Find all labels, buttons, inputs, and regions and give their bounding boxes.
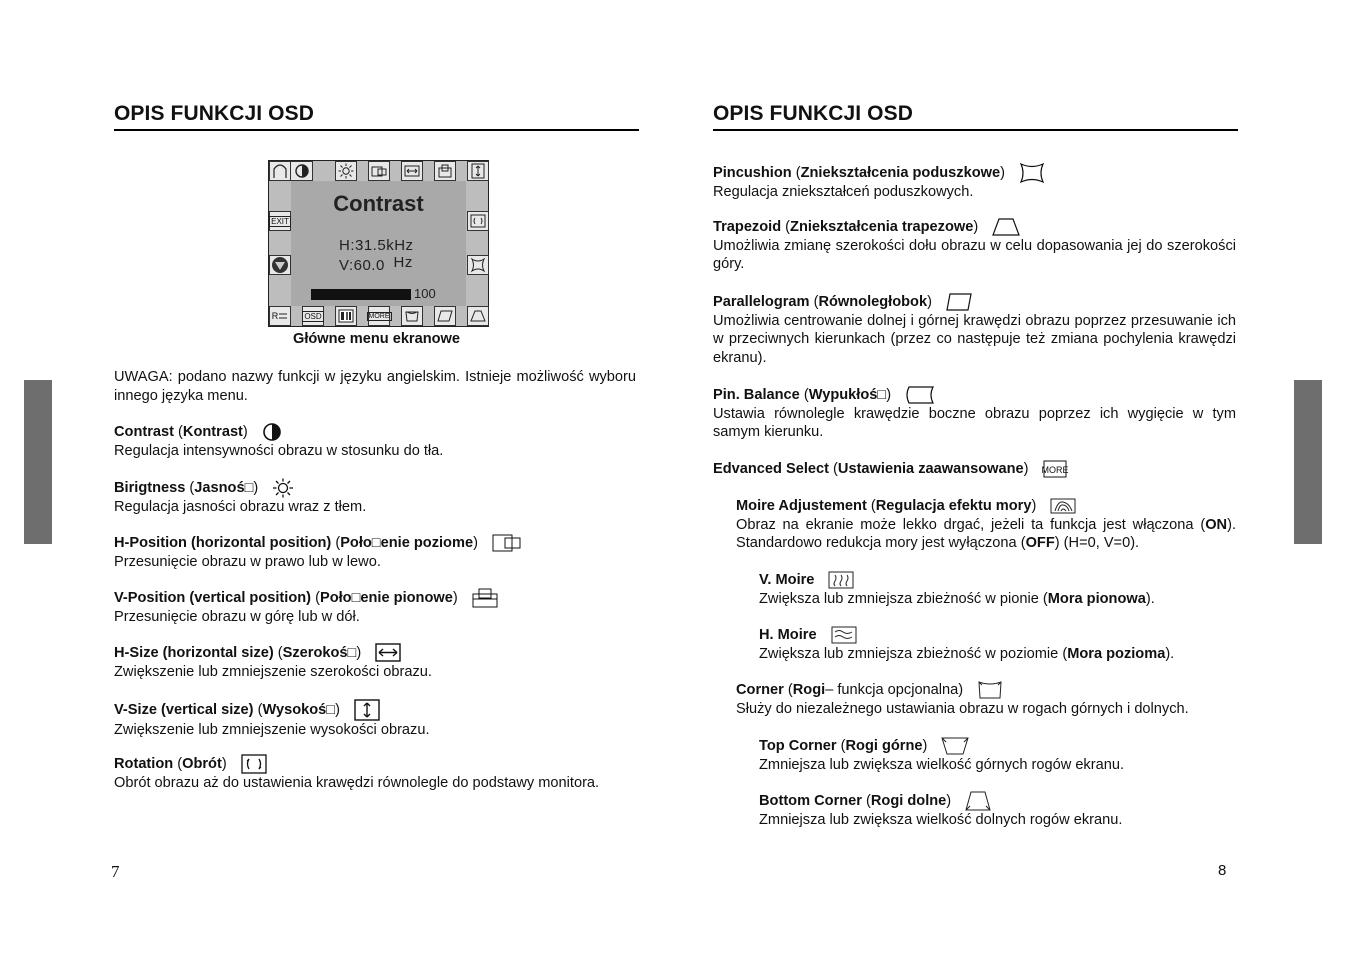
- entry-title-en: Contrast: [114, 423, 174, 440]
- corner-icon: [977, 681, 1003, 699]
- entry-description: Ustawia równolegle krawędzie boczne obrazu poprzez ich wygięcie w tym samym kierunku.: [713, 405, 1236, 440]
- entry-title-en: Birigtness: [114, 479, 186, 496]
- entry-title-en: Pin. Balance: [713, 387, 800, 403]
- entry-description: Umożliwia centrowanie dolnej i górnej krawędzi obrazu poprzez przesuwanie ich w przeciwnych kierunkach (przez co następuje też zmiana pochylenia krawędzi ekranu).: [713, 312, 1236, 366]
- entry-title-pl: Wypukłoś□: [808, 387, 887, 403]
- page-number-right: 8: [1218, 862, 1227, 879]
- entry-description: Zwiększenie lub zmniejszenie szerokości obrazu.: [114, 664, 432, 680]
- entry-bottom-corner: Bottom Corner ( Rogi dolne ) Zmniejsza lub zwiększa wielkość dolnych rogów ekranu.: [759, 792, 1123, 828]
- entry-description: Obrót obrazu aż do ustawienia krawędzi równolegle do podstawy monitora.: [114, 775, 600, 791]
- entry-contrast: Contrast ( Kontrast ) Regulacja intensywności obrazu w stosunku do tła.: [114, 422, 636, 461]
- entry-corner: Corner ( Rogi – funkcja opcjonalna) Służy do niezależnego ustawiania obrazu w rogach górnych i dolnych.: [736, 682, 1189, 717]
- page-title-right: OPIS FUNKCJI OSD: [713, 102, 913, 125]
- osd-title: Contrast: [333, 191, 424, 216]
- osd-v-unit: Hz: [393, 254, 413, 271]
- parallelogram-icon: [946, 293, 972, 311]
- entry-trapezoid: Trapezoid ( Zniekształcenia trapezowe ) Umożliwia zmianę szerokości dołu obrazu w celu dopasowania jej do szerokości góry.: [713, 219, 1236, 272]
- h-size-icon: [375, 643, 401, 663]
- entry-description: Umożliwia zmianę szerokości dołu obrazu w celu dopasowania jej do szerokości góry.: [713, 237, 1236, 272]
- entry-title-en: Trapezoid: [713, 219, 782, 235]
- entry-title-pl: Wysokoś□: [262, 701, 336, 718]
- language-note: UWAGA: podano nazwy funkcji w języku angielskim. Istnieje możliwość wyboru innego języka menu.: [114, 369, 636, 404]
- entry-more: Edvanced Select ( Ustawienia zaawansowane ) MORE: [713, 461, 1069, 477]
- entry-title-en: V-Size (vertical size): [114, 701, 254, 718]
- pincushion-osd-icon: [467, 255, 489, 275]
- entry-rotation: Rotation ( Obrót ) Obrót obrazu aż do ustawienia krawędzi równolegle do podstawy monitora.: [114, 754, 636, 793]
- entry-h-position: H-Position (horizontal position) ( Poło□enie poziome ) Przesunięcie obrazu w prawo lub w lewo.: [114, 533, 636, 572]
- pincushion-icon: [1019, 163, 1045, 183]
- entry-title-en: H-Size (horizontal size): [114, 644, 274, 661]
- v-position-osd-icon: [434, 161, 456, 181]
- h-size-osd-icon: [401, 161, 423, 181]
- v-moire-icon: [828, 571, 854, 589]
- geometry-icon: [269, 161, 291, 181]
- trapezoid-icon: [992, 218, 1020, 236]
- entry-moire: Moire Adjustement ( Regulacja efektu mory ) Obraz na ekranie może lekko drgać, jeżeli ta funkcja jest włączona (ON). Standardowo redukcja mory jest wyłączona (OFF) (H=0, V=0).: [736, 498, 1236, 551]
- entry-v-size: V-Size (vertical size) ( Wysokoś□ ) Zwiększenie lub zmniejszenie wysokości obrazu.: [114, 699, 636, 740]
- color-osd-icon: [269, 255, 291, 275]
- title-rule-left: [114, 129, 639, 131]
- h-moire-icon: [831, 626, 857, 644]
- entry-description: Regulacja intensywności obrazu w stosunku do tła.: [114, 443, 444, 459]
- entry-top-corner: Top Corner ( Rogi górne ) Zmniejsza lub zwiększa wielkość górnych rogów ekranu.: [759, 737, 1124, 773]
- entry-title-pl: Szerokoś□: [282, 644, 357, 661]
- osd-caption: Główne menu ekranowe: [292, 331, 461, 347]
- h-position-icon: [492, 533, 522, 553]
- v-size-icon: [354, 699, 380, 721]
- osd-level-value: 100: [414, 286, 436, 301]
- osd-main-menu-illustration: [268, 160, 489, 327]
- entry-title-en: V-Position (vertical position): [114, 589, 312, 606]
- entry-brightness: Birigtness ( Jasnoś□ ) Regulacja jasności obrazu wraz z tłem.: [114, 478, 636, 517]
- entry-v-moire: V. Moire Zwiększa lub zmniejsza zbieżność w pionie (Mora pionowa).: [759, 572, 1155, 607]
- entry-pin-balance: Pin. Balance ( Wypukłoś□ ) Ustawia równolegle krawędzie boczne obrazu poprzez ich wygięcie w tym samym kierunku.: [713, 387, 1236, 440]
- brightness-osd-icon: [335, 161, 357, 181]
- entry-title-en: H-Position (horizontal position): [114, 534, 332, 551]
- h-position-osd-icon: [368, 161, 390, 181]
- contrast-icon: [262, 422, 282, 442]
- entry-title-pl: Ustawienia zaawansowane: [837, 461, 1024, 477]
- entry-title-en: Pincushion: [713, 164, 792, 181]
- more-icon: [1043, 460, 1067, 478]
- contrast-osd-icon: [291, 161, 313, 181]
- entry-description: Zwiększenie lub zmniejszenie wysokości obrazu.: [114, 722, 430, 738]
- entry-title-en: Parallelogram: [713, 294, 810, 310]
- entry-title-en: Rotation: [114, 755, 174, 772]
- osd-level-bar: [311, 289, 411, 300]
- svg-text:MORE: MORE: [1041, 465, 1069, 476]
- entry-title-pl: Obrót: [182, 755, 222, 772]
- v-size-osd-icon: [467, 161, 489, 181]
- side-tab-right: [1294, 380, 1322, 544]
- exit-osd-icon: EXIT: [269, 211, 291, 231]
- entry-title-pl: Poło□enie poziome: [340, 534, 474, 551]
- pin-balance-icon: [905, 386, 935, 404]
- brightness-icon: [272, 478, 294, 498]
- more-osd-icon: MORE: [368, 306, 390, 326]
- entry-description: Przesunięcie obrazu w prawo lub w lewo.: [114, 554, 381, 570]
- rotation-icon: [241, 754, 267, 774]
- page-number-left: 7: [111, 862, 120, 881]
- entry-title-pl: Zniekształcenia poduszkowe: [800, 164, 1001, 181]
- entry-title-pl: Poło□enie pionowe: [319, 589, 453, 606]
- entry-title-pl: Równoległobok: [818, 294, 928, 310]
- moire-osd-icon: [335, 306, 357, 326]
- entry-title-en: Edvanced Select: [713, 461, 829, 477]
- entry-parallelogram: Parallelogram ( Równoległobok ) Umożliwia centrowanie dolnej i górnej krawędzi obrazu poprzez przesuwanie ich w przeciwnych kierunkach (przez co następuje też zmiana pochylenia krawędzi ekranu).: [713, 294, 1236, 366]
- osd-v-frequency: V:60.0 Hz: [339, 254, 413, 274]
- entry-title-pl: Zniekształcenia trapezowe: [790, 219, 974, 235]
- entry-description: Regulacja zniekształceń poduszkowych.: [713, 184, 974, 200]
- entry-description: Regulacja jasności obrazu wraz z tłem.: [114, 499, 367, 515]
- entry-pincushion: Pincushion ( Zniekształcenia poduszkowe ) Regulacja zniekształceń poduszkowych.: [713, 163, 1236, 202]
- moire-adjust-icon: [1050, 498, 1076, 514]
- bottom-corner-icon: [965, 791, 991, 811]
- entry-description: Przesunięcie obrazu w górę lub w dół.: [114, 609, 360, 625]
- page-title-left: OPIS FUNKCJI OSD: [114, 102, 314, 125]
- entry-title-pl: Kontrast: [182, 423, 243, 440]
- osd-settings-osd-icon: OSD: [302, 306, 324, 326]
- entry-title-pl: Jasnoś□: [194, 479, 254, 496]
- parallelogram-osd-icon: [434, 306, 456, 326]
- entry-h-size: H-Size (horizontal size) ( Szerokoś□ ) Zwiększenie lub zmniejszenie szerokości obrazu.: [114, 643, 636, 682]
- top-corner-icon: [941, 736, 969, 756]
- entry-v-position: V-Position (vertical position) ( Poło□enie pionowe ) Przesunięcie obrazu w górę lub w dół.: [114, 588, 636, 627]
- side-tab-left: [24, 380, 52, 544]
- trapezoid-osd-icon: [467, 306, 489, 326]
- trapezoid-small-osd-icon: [401, 306, 423, 326]
- recall-osd-icon: R: [269, 306, 291, 326]
- title-rule-right: [713, 129, 1238, 131]
- v-position-icon: [472, 588, 500, 608]
- entry-h-moire: H. Moire Zwiększa lub zmniejsza zbieżność w poziomie (Mora pozioma).: [759, 627, 1175, 662]
- osd-h-frequency: H:31.5kHz: [339, 237, 414, 254]
